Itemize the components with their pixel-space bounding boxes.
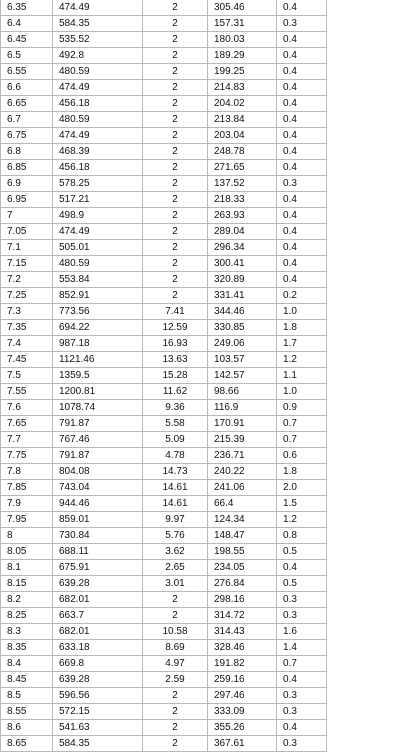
- col-e-cell[interactable]: 0.4: [277, 192, 327, 208]
- col-d-cell[interactable]: 218.33: [208, 192, 277, 208]
- col-c-cell[interactable]: 2: [143, 288, 208, 304]
- col-d-cell[interactable]: 263.93: [208, 208, 277, 224]
- col-e-cell[interactable]: 1.0: [277, 384, 327, 400]
- col-e-cell[interactable]: 0.3: [277, 704, 327, 720]
- col-a-cell[interactable]: 7.3: [1, 304, 53, 320]
- col-e-cell[interactable]: 0.2: [277, 288, 327, 304]
- col-a-cell[interactable]: 6.8: [1, 144, 53, 160]
- table-row: [1, 80, 327, 96]
- col-a-cell[interactable]: 7.9: [1, 496, 53, 512]
- col-b-cell[interactable]: 773.56: [53, 304, 143, 320]
- col-a-cell[interactable]: 7.95: [1, 512, 53, 528]
- col-d-cell[interactable]: 276.84: [208, 576, 277, 592]
- col-a-cell[interactable]: 8.05: [1, 544, 53, 560]
- col-c-cell[interactable]: 3.01: [143, 576, 208, 592]
- col-d-cell[interactable]: 142.57: [208, 368, 277, 384]
- col-c-cell[interactable]: 4.97: [143, 656, 208, 672]
- col-a-cell[interactable]: 8.45: [1, 672, 53, 688]
- col-b-cell[interactable]: 804.08: [53, 464, 143, 480]
- table-row: [1, 688, 327, 704]
- table-row: [1, 256, 327, 272]
- col-a-cell[interactable]: 6.35: [1, 0, 53, 16]
- col-d-cell[interactable]: 236.71: [208, 448, 277, 464]
- col-b-cell[interactable]: 767.46: [53, 432, 143, 448]
- table-row: [1, 272, 327, 288]
- col-c-cell[interactable]: 2: [143, 160, 208, 176]
- table-row: [1, 352, 327, 368]
- table-row: [1, 96, 327, 112]
- col-b-cell[interactable]: 669.8: [53, 656, 143, 672]
- col-a-cell[interactable]: 7.05: [1, 224, 53, 240]
- col-c-cell[interactable]: 14.61: [143, 496, 208, 512]
- col-d-cell[interactable]: 215.39: [208, 432, 277, 448]
- table-body: [1, 0, 327, 752]
- col-e-cell[interactable]: 0.6: [277, 448, 327, 464]
- col-a-cell[interactable]: 6.75: [1, 128, 53, 144]
- col-d-cell[interactable]: 355.26: [208, 720, 277, 736]
- col-b-cell[interactable]: 596.56: [53, 688, 143, 704]
- col-b-cell[interactable]: 480.59: [53, 256, 143, 272]
- col-c-cell[interactable]: 2: [143, 704, 208, 720]
- col-d-cell[interactable]: 191.82: [208, 656, 277, 672]
- col-e-cell[interactable]: 1.8: [277, 320, 327, 336]
- col-b-cell[interactable]: 584.35: [53, 16, 143, 32]
- col-e-cell[interactable]: 1.2: [277, 512, 327, 528]
- col-a-cell[interactable]: 7.5: [1, 368, 53, 384]
- col-b-cell[interactable]: 1121.46: [53, 352, 143, 368]
- col-a-cell[interactable]: 6.85: [1, 160, 53, 176]
- col-a-cell[interactable]: 6.5: [1, 48, 53, 64]
- col-c-cell[interactable]: 2: [143, 192, 208, 208]
- col-c-cell[interactable]: 2: [143, 608, 208, 624]
- col-d-cell[interactable]: 298.16: [208, 592, 277, 608]
- col-c-cell[interactable]: 2: [143, 128, 208, 144]
- col-b-cell[interactable]: 541.63: [53, 720, 143, 736]
- col-e-cell[interactable]: 0.9: [277, 400, 327, 416]
- col-d-cell[interactable]: 234.05: [208, 560, 277, 576]
- col-c-cell[interactable]: 2: [143, 224, 208, 240]
- col-c-cell[interactable]: 2: [143, 208, 208, 224]
- col-e-cell[interactable]: 0.8: [277, 528, 327, 544]
- col-a-cell[interactable]: 7.7: [1, 432, 53, 448]
- table-row: [1, 288, 327, 304]
- col-c-cell[interactable]: 2: [143, 96, 208, 112]
- col-e-cell[interactable]: 0.4: [277, 80, 327, 96]
- col-d-cell[interactable]: 367.61: [208, 736, 277, 752]
- col-b-cell[interactable]: 682.01: [53, 592, 143, 608]
- col-c-cell[interactable]: 2: [143, 240, 208, 256]
- col-e-cell[interactable]: 0.4: [277, 208, 327, 224]
- col-b-cell[interactable]: 791.87: [53, 448, 143, 464]
- col-b-cell[interactable]: 535.52: [53, 32, 143, 48]
- col-a-cell[interactable]: 6.9: [1, 176, 53, 192]
- col-a-cell[interactable]: 7.2: [1, 272, 53, 288]
- col-c-cell[interactable]: 2: [143, 720, 208, 736]
- col-a-cell[interactable]: 6.4: [1, 16, 53, 32]
- table-row: [1, 384, 327, 400]
- col-e-cell[interactable]: 1.7: [277, 336, 327, 352]
- col-b-cell[interactable]: 633.18: [53, 640, 143, 656]
- col-d-cell[interactable]: 124.34: [208, 512, 277, 528]
- col-c-cell[interactable]: 7.41: [143, 304, 208, 320]
- col-a-cell[interactable]: 7.4: [1, 336, 53, 352]
- col-c-cell[interactable]: 2: [143, 32, 208, 48]
- col-d-cell[interactable]: 116.9: [208, 400, 277, 416]
- table-row: [1, 64, 327, 80]
- col-e-cell[interactable]: 2.0: [277, 480, 327, 496]
- col-d-cell[interactable]: 103.57: [208, 352, 277, 368]
- col-e-cell[interactable]: 0.4: [277, 64, 327, 80]
- table-row: [1, 128, 327, 144]
- col-e-cell[interactable]: 1.2: [277, 352, 327, 368]
- table-row: [1, 16, 327, 32]
- col-c-cell[interactable]: 2: [143, 272, 208, 288]
- col-a-cell[interactable]: 8.1: [1, 560, 53, 576]
- col-c-cell[interactable]: 14.73: [143, 464, 208, 480]
- table-row: [1, 320, 327, 336]
- col-d-cell[interactable]: 199.25: [208, 64, 277, 80]
- col-e-cell[interactable]: 0.4: [277, 256, 327, 272]
- col-b-cell[interactable]: 505.01: [53, 240, 143, 256]
- table-row: [1, 464, 327, 480]
- table-row: [1, 448, 327, 464]
- col-b-cell[interactable]: 492.8: [53, 48, 143, 64]
- col-e-cell[interactable]: 0.4: [277, 720, 327, 736]
- col-d-cell[interactable]: 320.89: [208, 272, 277, 288]
- col-d-cell[interactable]: 271.65: [208, 160, 277, 176]
- col-d-cell[interactable]: 296.34: [208, 240, 277, 256]
- col-d-cell[interactable]: 170.91: [208, 416, 277, 432]
- table-row: [1, 176, 327, 192]
- col-d-cell[interactable]: 333.09: [208, 704, 277, 720]
- col-c-cell[interactable]: 16.93: [143, 336, 208, 352]
- col-a-cell[interactable]: 7.15: [1, 256, 53, 272]
- col-e-cell[interactable]: 0.7: [277, 432, 327, 448]
- col-b-cell[interactable]: 480.59: [53, 112, 143, 128]
- col-e-cell[interactable]: 0.4: [277, 160, 327, 176]
- col-d-cell[interactable]: 240.22: [208, 464, 277, 480]
- col-a-cell[interactable]: 7.75: [1, 448, 53, 464]
- col-c-cell[interactable]: 9.36: [143, 400, 208, 416]
- col-b-cell[interactable]: 584.35: [53, 736, 143, 752]
- col-c-cell[interactable]: 2: [143, 176, 208, 192]
- col-d-cell[interactable]: 330.85: [208, 320, 277, 336]
- col-b-cell[interactable]: 663.7: [53, 608, 143, 624]
- col-b-cell[interactable]: 572.15: [53, 704, 143, 720]
- col-d-cell[interactable]: 259.16: [208, 672, 277, 688]
- col-d-cell[interactable]: 300.41: [208, 256, 277, 272]
- table-row: [1, 672, 327, 688]
- col-e-cell[interactable]: 0.4: [277, 672, 327, 688]
- col-b-cell[interactable]: 688.11: [53, 544, 143, 560]
- col-c-cell[interactable]: 4.78: [143, 448, 208, 464]
- col-d-cell[interactable]: 344.46: [208, 304, 277, 320]
- col-b-cell[interactable]: 675.91: [53, 560, 143, 576]
- col-a-cell[interactable]: 7.65: [1, 416, 53, 432]
- table-row: [1, 304, 327, 320]
- col-e-cell[interactable]: 1.5: [277, 496, 327, 512]
- col-e-cell[interactable]: 0.4: [277, 272, 327, 288]
- col-b-cell[interactable]: 859.01: [53, 512, 143, 528]
- col-a-cell[interactable]: 6.65: [1, 96, 53, 112]
- col-c-cell[interactable]: 8.69: [143, 640, 208, 656]
- col-a-cell[interactable]: 8.5: [1, 688, 53, 704]
- table-row: [1, 112, 327, 128]
- col-e-cell[interactable]: 0.4: [277, 0, 327, 16]
- col-a-cell[interactable]: 8.25: [1, 608, 53, 624]
- col-b-cell[interactable]: 474.49: [53, 0, 143, 16]
- table-row: [1, 416, 327, 432]
- col-e-cell[interactable]: 0.5: [277, 576, 327, 592]
- col-d-cell[interactable]: 331.41: [208, 288, 277, 304]
- col-b-cell[interactable]: 694.22: [53, 320, 143, 336]
- col-b-cell[interactable]: 474.49: [53, 80, 143, 96]
- col-e-cell[interactable]: 0.4: [277, 144, 327, 160]
- table-row: [1, 512, 327, 528]
- table-row: [1, 656, 327, 672]
- col-a-cell[interactable]: 8: [1, 528, 53, 544]
- col-b-cell[interactable]: 578.25: [53, 176, 143, 192]
- col-c-cell[interactable]: 5.58: [143, 416, 208, 432]
- col-c-cell[interactable]: 2: [143, 64, 208, 80]
- table-row: [1, 592, 327, 608]
- col-d-cell[interactable]: 204.02: [208, 96, 277, 112]
- col-b-cell[interactable]: 517.21: [53, 192, 143, 208]
- table-row: [1, 720, 327, 736]
- col-c-cell[interactable]: 2: [143, 112, 208, 128]
- table-row: [1, 624, 327, 640]
- table-row: [1, 736, 327, 752]
- col-c-cell[interactable]: 2.65: [143, 560, 208, 576]
- col-b-cell[interactable]: 498.9: [53, 208, 143, 224]
- table-row: [1, 368, 327, 384]
- col-c-cell[interactable]: 2: [143, 16, 208, 32]
- table-row: [1, 704, 327, 720]
- col-e-cell[interactable]: 0.7: [277, 416, 327, 432]
- col-d-cell[interactable]: 214.83: [208, 80, 277, 96]
- col-a-cell[interactable]: 8.35: [1, 640, 53, 656]
- col-c-cell[interactable]: 2: [143, 256, 208, 272]
- col-c-cell[interactable]: 11.62: [143, 384, 208, 400]
- col-b-cell[interactable]: 639.28: [53, 672, 143, 688]
- col-b-cell[interactable]: 639.28: [53, 576, 143, 592]
- table-row: [1, 240, 327, 256]
- col-b-cell[interactable]: 468.39: [53, 144, 143, 160]
- col-b-cell[interactable]: 743.04: [53, 480, 143, 496]
- col-d-cell[interactable]: 328.46: [208, 640, 277, 656]
- col-a-cell[interactable]: 7.55: [1, 384, 53, 400]
- col-a-cell[interactable]: 7.8: [1, 464, 53, 480]
- col-d-cell[interactable]: 180.03: [208, 32, 277, 48]
- col-c-cell[interactable]: 5.09: [143, 432, 208, 448]
- col-c-cell[interactable]: 10.58: [143, 624, 208, 640]
- col-e-cell[interactable]: 0.4: [277, 128, 327, 144]
- table-row: [1, 528, 327, 544]
- col-b-cell[interactable]: 456.18: [53, 160, 143, 176]
- col-c-cell[interactable]: 2: [143, 48, 208, 64]
- col-e-cell[interactable]: 0.4: [277, 240, 327, 256]
- col-d-cell[interactable]: 189.29: [208, 48, 277, 64]
- col-e-cell[interactable]: 0.3: [277, 592, 327, 608]
- col-d-cell[interactable]: 248.78: [208, 144, 277, 160]
- col-a-cell[interactable]: 8.2: [1, 592, 53, 608]
- col-e-cell[interactable]: 1.1: [277, 368, 327, 384]
- col-e-cell[interactable]: 1.4: [277, 640, 327, 656]
- table-row: [1, 0, 327, 16]
- col-b-cell[interactable]: 474.49: [53, 224, 143, 240]
- col-c-cell[interactable]: 2: [143, 688, 208, 704]
- col-b-cell[interactable]: 987.18: [53, 336, 143, 352]
- col-a-cell[interactable]: 7.35: [1, 320, 53, 336]
- col-b-cell[interactable]: 944.46: [53, 496, 143, 512]
- col-e-cell[interactable]: 0.4: [277, 32, 327, 48]
- col-b-cell[interactable]: 456.18: [53, 96, 143, 112]
- col-c-cell[interactable]: 12.59: [143, 320, 208, 336]
- col-a-cell[interactable]: 8.15: [1, 576, 53, 592]
- col-b-cell[interactable]: 1200.81: [53, 384, 143, 400]
- table-row: [1, 640, 327, 656]
- col-c-cell[interactable]: 2.59: [143, 672, 208, 688]
- table-row: [1, 544, 327, 560]
- table-row: [1, 480, 327, 496]
- col-e-cell[interactable]: 1.6: [277, 624, 327, 640]
- col-e-cell[interactable]: 0.4: [277, 112, 327, 128]
- col-c-cell[interactable]: 2: [143, 0, 208, 16]
- col-d-cell[interactable]: 241.06: [208, 480, 277, 496]
- col-d-cell[interactable]: 148.47: [208, 528, 277, 544]
- col-a-cell[interactable]: 6.55: [1, 64, 53, 80]
- col-e-cell[interactable]: 0.5: [277, 544, 327, 560]
- col-e-cell[interactable]: 0.3: [277, 16, 327, 32]
- col-d-cell[interactable]: 314.43: [208, 624, 277, 640]
- col-b-cell[interactable]: 730.84: [53, 528, 143, 544]
- col-b-cell[interactable]: 553.84: [53, 272, 143, 288]
- table-row: [1, 208, 327, 224]
- col-d-cell[interactable]: 203.04: [208, 128, 277, 144]
- col-d-cell[interactable]: 297.46: [208, 688, 277, 704]
- col-a-cell[interactable]: 8.55: [1, 704, 53, 720]
- table-row: [1, 192, 327, 208]
- col-a-cell[interactable]: 7.25: [1, 288, 53, 304]
- col-d-cell[interactable]: 157.31: [208, 16, 277, 32]
- table-row: [1, 560, 327, 576]
- col-a-cell[interactable]: 7.6: [1, 400, 53, 416]
- col-b-cell[interactable]: 1359.5: [53, 368, 143, 384]
- col-a-cell[interactable]: 6.6: [1, 80, 53, 96]
- col-a-cell[interactable]: 7.85: [1, 480, 53, 496]
- col-b-cell[interactable]: 852.91: [53, 288, 143, 304]
- col-e-cell[interactable]: 0.4: [277, 560, 327, 576]
- col-a-cell[interactable]: 6.95: [1, 192, 53, 208]
- col-e-cell[interactable]: 0.3: [277, 176, 327, 192]
- col-c-cell[interactable]: 9.97: [143, 512, 208, 528]
- col-d-cell[interactable]: 137.52: [208, 176, 277, 192]
- col-a-cell[interactable]: 8.6: [1, 720, 53, 736]
- table-row: [1, 48, 327, 64]
- col-a-cell[interactable]: 7.45: [1, 352, 53, 368]
- col-d-cell[interactable]: 213.84: [208, 112, 277, 128]
- table-row: [1, 400, 327, 416]
- col-e-cell[interactable]: 0.3: [277, 608, 327, 624]
- col-c-cell[interactable]: 2: [143, 592, 208, 608]
- col-c-cell[interactable]: 15.28: [143, 368, 208, 384]
- col-b-cell[interactable]: 1078.74: [53, 400, 143, 416]
- col-b-cell[interactable]: 474.49: [53, 128, 143, 144]
- col-d-cell[interactable]: 98.66: [208, 384, 277, 400]
- col-e-cell[interactable]: 0.3: [277, 736, 327, 752]
- col-c-cell[interactable]: 2: [143, 144, 208, 160]
- col-a-cell[interactable]: 7: [1, 208, 53, 224]
- col-e-cell[interactable]: 0.4: [277, 48, 327, 64]
- col-a-cell[interactable]: 7.1: [1, 240, 53, 256]
- col-b-cell[interactable]: 480.59: [53, 64, 143, 80]
- col-d-cell[interactable]: 249.06: [208, 336, 277, 352]
- col-e-cell[interactable]: 0.4: [277, 224, 327, 240]
- col-e-cell[interactable]: 0.4: [277, 96, 327, 112]
- col-c-cell[interactable]: 13.63: [143, 352, 208, 368]
- col-e-cell[interactable]: 0.7: [277, 656, 327, 672]
- col-a-cell[interactable]: 8.4: [1, 656, 53, 672]
- table-row: [1, 160, 327, 176]
- table-row: [1, 432, 327, 448]
- col-c-cell[interactable]: 2: [143, 736, 208, 752]
- col-a-cell[interactable]: 8.65: [1, 736, 53, 752]
- col-a-cell[interactable]: 6.45: [1, 32, 53, 48]
- col-c-cell[interactable]: 14.61: [143, 480, 208, 496]
- col-c-cell[interactable]: 5.76: [143, 528, 208, 544]
- col-d-cell[interactable]: 289.04: [208, 224, 277, 240]
- col-b-cell[interactable]: 791.87: [53, 416, 143, 432]
- col-d-cell[interactable]: 305.46: [208, 0, 277, 16]
- table-row: [1, 32, 327, 48]
- col-c-cell[interactable]: 2: [143, 80, 208, 96]
- col-e-cell[interactable]: 1.8: [277, 464, 327, 480]
- col-c-cell[interactable]: 3.62: [143, 544, 208, 560]
- col-b-cell[interactable]: 682.01: [53, 624, 143, 640]
- table-row: [1, 336, 327, 352]
- table-row: [1, 608, 327, 624]
- col-e-cell[interactable]: 1.0: [277, 304, 327, 320]
- col-a-cell[interactable]: 6.7: [1, 112, 53, 128]
- col-d-cell[interactable]: 66.4: [208, 496, 277, 512]
- col-e-cell[interactable]: 0.3: [277, 688, 327, 704]
- table-row: [1, 144, 327, 160]
- table-row: [1, 224, 327, 240]
- table-row: [1, 576, 327, 592]
- col-d-cell[interactable]: 314.72: [208, 608, 277, 624]
- col-d-cell[interactable]: 198.55: [208, 544, 277, 560]
- col-a-cell[interactable]: 8.3: [1, 624, 53, 640]
- table-row: [1, 496, 327, 512]
